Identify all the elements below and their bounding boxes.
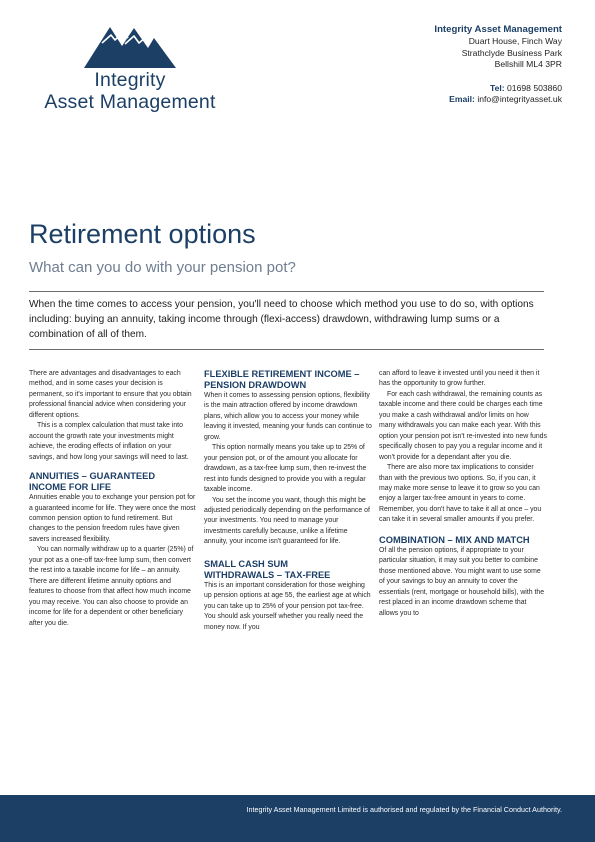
contact-address-line3: Bellshill ML4 3PR	[494, 59, 562, 70]
intro-paragraph: When the time comes to access your pension, you'll need to choose which method you use to do so, with options including: buying an annuity, taking income through (flexi-access) drawdown, withdrawing lump sums or a combination of all of them.	[29, 299, 534, 341]
section-heading-annuities	[29, 471, 197, 493]
logo-name-line2: Asset Management	[44, 91, 216, 113]
tel-label: Tel:	[490, 82, 505, 93]
heading-line: PENSION DRAWDOWN	[204, 380, 307, 390]
contact-block	[434, 24, 562, 106]
paragraph: For each cash withdrawal, the remaining counts as taxable income and there could be charges each time you make a cash withdrawal and/or limits on how many withdrawals you can make each year. With this option your pension pot isn't re-invested into new funds specifically chosen to pay you a regular income and it won't provide for a dependant after you die.	[379, 390, 547, 461]
paragraph: You can normally withdraw up to a quarter (25%) of your pot as a one-off tax-free lump sum, then convert the rest into a taxable income for life – an annuity. There are different lifetime annuity options and features to choose from that affect how much income you may receive. You can also choose to provide an income for life for a dependent or other beneficiary after you die.	[29, 546, 194, 627]
tel-number: 01698 503860	[507, 82, 562, 93]
logo-name-line1: Integrity	[94, 69, 166, 91]
footer-disclaimer: Integrity Asset Management Limited is authorised and regulated by the Financial Conduct Authority.	[246, 805, 562, 814]
contact-address-line1: Duart House, Finch Way	[468, 36, 562, 46]
paragraph: There are advantages and disadvantages to each method, and in some cases your decision is permanent, so it's important to ensure that you obtain professional financial advice when considering your different options.	[29, 370, 192, 419]
contact-address-line2: Strathclyde Business Park	[461, 47, 562, 58]
heading-line: SMALL CASH SUM	[204, 558, 289, 569]
mountain-logo-icon	[84, 24, 176, 68]
company-logo	[30, 24, 230, 113]
section-heading-combination: COMBINATION – MIX AND MATCH	[379, 534, 530, 545]
column-2	[204, 369, 372, 633]
paragraph: This is a complex calculation that must take into account the growth rate your investments might achieve, the eroding effects of inflation on your savings, and how long your savings will need to last.	[29, 422, 189, 461]
email-address[interactable]: info@integrityasset.uk	[477, 94, 562, 105]
column-3	[379, 369, 547, 619]
paragraph: There are also more tax implications to consider than with the previous two options. So, if you can, it may make more sense to leave it to grow so you can enjoy a larger tax-free amount in years to come. Remember, you don't have to take it all at once – you can take it in several smaller amounts if you prefer.	[379, 464, 542, 524]
logo-wordmark	[30, 69, 230, 113]
heading-line: ANNUITIES – GUARANTEED	[29, 471, 156, 482]
paragraph: This option normally means you take up to 25% of your pension pot, or of the amount you allocate for drawdown, as a tax-free lump sum, then re-invest the rest into funds designed to provide you with a regular taxable income.	[204, 444, 367, 494]
footer-bar	[0, 795, 595, 842]
heading-line: WITHDRAWALS – TAX-FREE	[204, 569, 331, 580]
contact-email	[434, 94, 562, 106]
paragraph: Of all the pension options, if appropriate to your particular situation, it may suit you better to combine those mentioned above. You might want to use some of your savings to buy an annuity to cover the essentials (rent, mortgage or household bills), with the rest placed in an income drawdown scheme that allows you to	[379, 546, 545, 617]
contact-company: Integrity Asset Management	[434, 24, 562, 35]
paragraph: Annuities enable you to exchange your pension pot for a guaranteed income for life. They were once the most common pension option to fund retirement. But changes to the pension freedom rules have given savers increased flexibility.	[29, 494, 196, 543]
email-label: Email:	[449, 94, 475, 105]
section-heading-cash-sum	[204, 559, 372, 581]
paragraph: can afford to leave it invested until you need it then it has the opportunity to grow further.	[379, 370, 540, 388]
divider-bottom	[29, 349, 544, 350]
heading-line: FLEXIBLE RETIREMENT INCOME –	[204, 369, 360, 379]
divider-top	[29, 291, 544, 292]
paragraph: You set the income you want, though this might be adjusted periodically depending on the performance of your investments. You need to manage your investments carefully because, unlike a lifetime annuity, your income isn't guaranteed for life.	[204, 496, 370, 546]
column-1	[29, 369, 197, 629]
page-title: Retirement options	[29, 219, 256, 249]
heading-line: INCOME FOR LIFE	[29, 482, 112, 493]
page-subtitle: What can you do with your pension pot?	[29, 259, 296, 276]
paragraph: This is an important consideration for those weighing up pension options at age 55, the earliest age at which you can take up to 25% of your pension pot tax-free. You should ask yourself whether you really need the money now. If you	[204, 581, 371, 631]
contact-telephone	[434, 83, 562, 95]
section-heading-drawdown	[204, 369, 372, 391]
paragraph: When it comes to assessing pension options, flexibility is the main attraction offered by income drawdown plans, which allow you to access your money while leaving it invested, meaning your funds can continue to grow.	[204, 392, 372, 441]
